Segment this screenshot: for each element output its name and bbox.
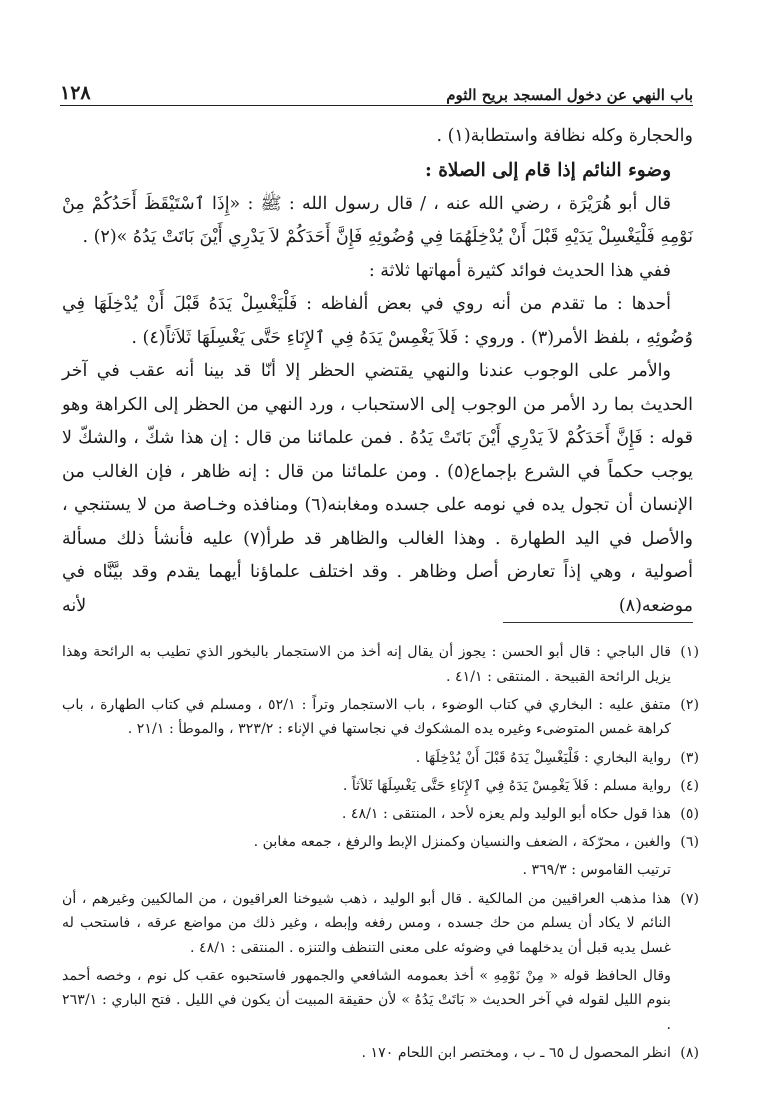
footnote-number: (٤) xyxy=(680,777,699,794)
footnote-text: هذا مذهب العراقيين من المالكية . قال أبو الوليد ، ذهب شيوخنا العراقيون ، من المالكيين وغيرهم ، أن النائم لا يكاد أن يسلم من حك جسده ، ومس رفغه وإبطه ، وغير ذلك من مواضع عرقه ، فاستحب له غسل يديه قبل أن يدخلهما في وضوئه على معنى التنظف والتنزه . المنتقى : ٤٨/١ . xyxy=(62,890,671,956)
paragraph-5: والأمر على الوجوب عندنا والنهي يقتضي الحظر إلا أنّا قد بينا أنه عقب في آخر الحديث بما رد الأمر من الوجوب إلى الاستحباب ، ورد النهي من الحظر إلى الكراهة وهو قوله : فَإِنَّ أَحَدَكُمْ لاَ يَدْرِي أَيْنَ بَاتَتْ يَدُهُ . فمن علمائنا من قال : إن هذا شكّ ، والشكّ لا يوجب حكماً في الشرع بإجماع(٥) . ومن علمائنا من قال : إنه ظاهر ، فإن الغالب من الإنسان أن تجول يده في نومه على جسده ومغابنه(٦) ومنافذه وخـاصة من لا يستنجي ، والأصل في اليد الطهارة . وهذا الغالب والظاهر قد طرأ(٧) عليه فأنشأ ذلك مسألة أصولية ، وهي إذاً تعارض أصل وظاهر . وقد اختلف علماؤنا أيهما يقدم وقد بيَّنَّاه في موضعه(٨) لأنه xyxy=(62,361,693,616)
footnote-5 xyxy=(62,802,699,827)
footnote-separator xyxy=(503,622,693,623)
footnote-text: قال الباجي : قال أبو الحسن : يجوز أن يقال إنه أخذ من الاستجمار بالبخور الذي تطيب به الرائحة وهذا يزيل الرائحة القبيحة . المنتقى : ٤١/١ . xyxy=(62,644,671,685)
header-rule xyxy=(60,105,693,106)
footnote-text: والغبن ، محرّكة ، الضعف والنسيان وكمنزل الإبط والرفغ ، جمعه مغابن . xyxy=(253,834,671,851)
page-header xyxy=(60,78,693,104)
footnote-6-continuation: ترتيب القاموس : ٣٦٩/٣ . xyxy=(522,862,671,879)
paragraph-4: أحدها : ما تقدم من أنه روي في بعض ألفاظه : فَلْيَغْسِلْ يَدَهُ قَبْلَ أَنْ يُدْخِلَهَا فِي وُضُوئِهِ ، بلفظ الأمر(٣) . وروي : فَلاَ يَغْمِسْ يَدَهُ فِي ٱلإِنَاءِ حَتَّى يَغْسِلَهَا ثَلاَثاً(٤) . xyxy=(62,294,693,348)
footnotes xyxy=(62,640,699,1069)
footnote-number: (٨) xyxy=(680,1045,699,1062)
footnote-text: متفق عليه : البخاري في كتاب الوضوء ، باب الاستجمار وتراً : ٥٢/١ ، ومسلم في كتاب الطهارة ، باب كراهة غمس المتوضىء وغيره يده المشكوك في نجاستها في الإناء : ٣٢٣/٢ ، والموطأ : ٢١/١ . xyxy=(62,696,671,738)
footnote-number: (٧) xyxy=(680,890,699,907)
footnote-2 xyxy=(62,693,699,742)
footnote-number: (٣) xyxy=(680,749,699,766)
footnote-number: (١) xyxy=(680,644,699,660)
paragraph-1: والحجارة وكله نظافة واستطابة(١) . xyxy=(436,126,693,146)
footnote-text: انظر المحصول ل ٦٥ ـ ب ، ومختصر ابن اللحام ١٧٠ . xyxy=(361,1045,671,1062)
footnote-number: (٢) xyxy=(680,696,699,713)
footnote-1 xyxy=(62,640,699,689)
footnote-7 xyxy=(62,887,699,961)
footnote-number: (٦) xyxy=(680,834,699,851)
page-number: ١٢٨ xyxy=(60,82,91,104)
footnote-text: هذا قول حكاه أبو الوليد ولم يعزه لأحد ، المنتقى : ٤٨/١ . xyxy=(341,805,671,822)
footnote-3 xyxy=(62,746,699,771)
footnote-4 xyxy=(62,774,699,799)
footnote-text: رواية مسلم : فَلاَ يَغْمِسْ يَدَهُ فِي ٱلإِنَاءِ حَتَّى يَغْسِلَهَا ثَلاَثاً . xyxy=(342,777,671,794)
main-text xyxy=(62,120,693,623)
paragraph-3: ففي هذا الحديث فوائد كثيرة أمهاتها ثلاثة : xyxy=(368,260,671,281)
footnote-6 xyxy=(62,830,699,855)
paragraph-2: قال أبو هُرَيْرَة ، رضي الله عنه ، / قال رسول الله : ﷺ : «إِذَا ٱسْتَيْقَظَ أَحَدُكُمْ مِنْ نَوْمِهِ فَلْيَغْسِلْ يَدَيْهِ قَبْلَ أَنْ يُدْخِلَهُمَا فِي وُضُوئِهِ فَإِنَّ أَحَدَكُمْ لاَ يَدْرِي أَيْنَ بَاتَتْ يَدُهُ »(٢) . xyxy=(62,193,693,247)
running-title: باب النهي عن دخول المسجد بريح الثوم xyxy=(446,86,693,104)
footnote-number: (٥) xyxy=(680,805,699,822)
footnote-8 xyxy=(62,1041,699,1066)
section-heading: وضوء النائم إذا قام إلى الصلاة : xyxy=(424,159,671,181)
footnote-text: رواية البخاري : فَلْيَغْسِلْ يَدَهُ قَبْلَ أَنْ يُدْخِلَهَا . xyxy=(415,749,671,766)
footnote-7-continuation: وقال الحافظ قوله « مِنْ نَوْمِهِ » أخذ بعمومه الشافعي والجمهور فاستحبوه عقب كل نوم ، وخصه أحمد بنوم الليل لقوله في آخر الحديث « بَاتَتْ يَدُهُ » لأن حقيقة المبيت أن يكون في الليل . فتح الباري : ٢٦٣/١ . xyxy=(62,967,671,1034)
